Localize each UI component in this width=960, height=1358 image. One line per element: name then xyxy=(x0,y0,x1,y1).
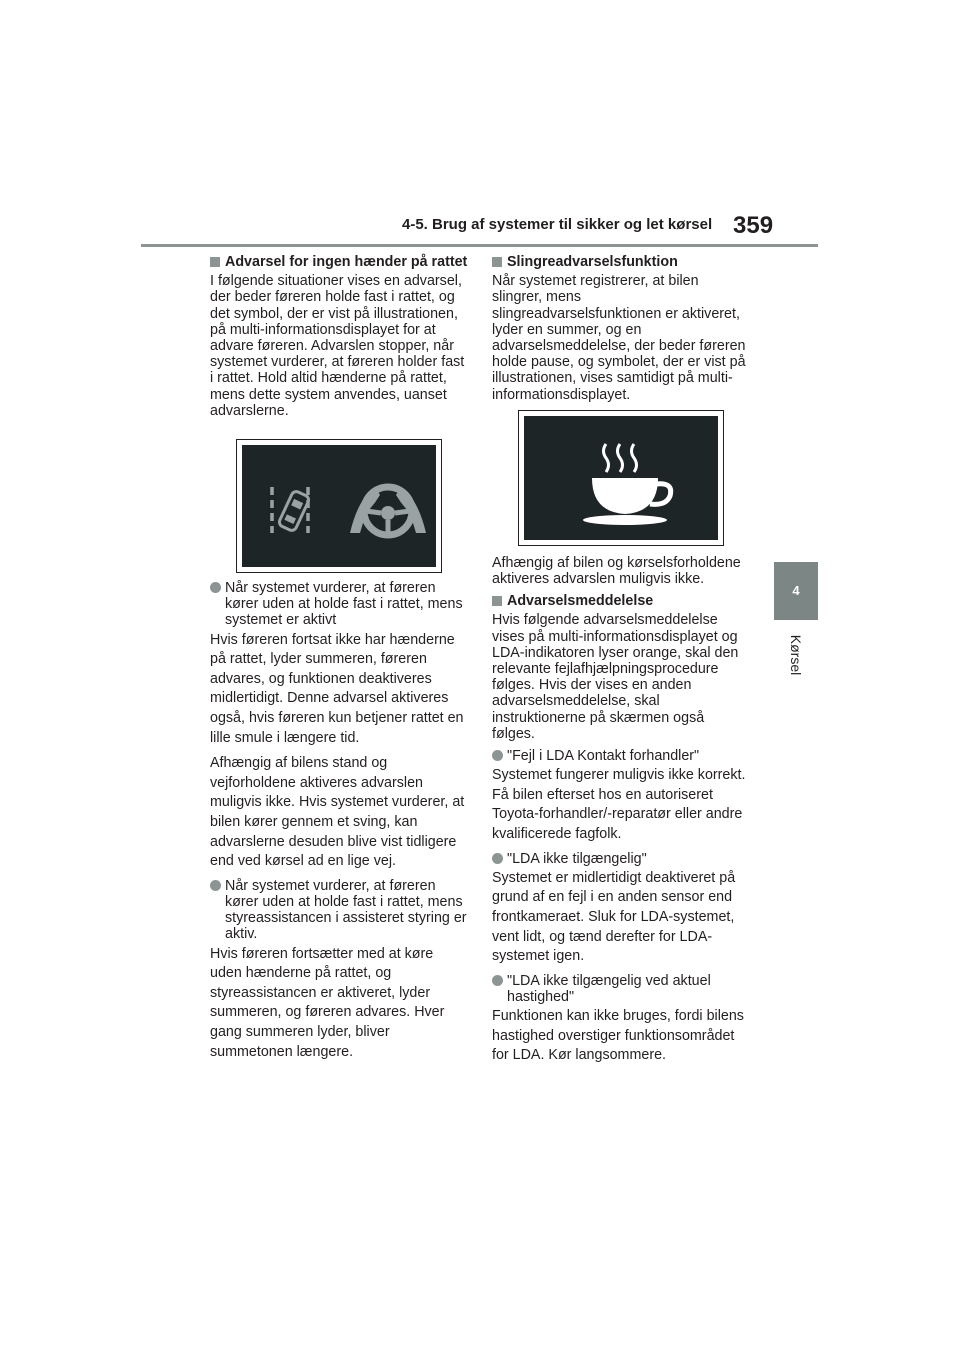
square-bullet-icon xyxy=(210,257,220,267)
bullet-text: "LDA ikke tilgængelig" xyxy=(507,850,647,867)
section-heading xyxy=(492,254,750,270)
list-item xyxy=(210,580,468,629)
list-item xyxy=(492,851,750,867)
round-bullet-icon xyxy=(492,750,503,761)
right-column xyxy=(492,254,750,1072)
section-title: 4-5. Brug af systemer til sikker og let kørsel xyxy=(402,216,713,233)
body-paragraph: Systemet er midlertidigt deaktiveret på grund af en fejl i en anden sensor end frontkameraet. Sluk for LDA-systemet, vent lidt, og tænd derefter for LDA-systemet igen. xyxy=(492,869,736,965)
chapter-label-text: Kørsel xyxy=(788,634,804,676)
intro-paragraph: Hvis følgende advarselsmeddelelse vises på multi-informationsdisplayet og LDA-indikatoren lyser orange, skal den relevante fejlafhjælpningsprocedure følges. Hvis der vises en anden advarselsmeddelelse, skal instruktionerne på skærmen også følges. xyxy=(492,612,739,742)
coffee-cup-icon xyxy=(524,416,718,540)
heading-text: Advarselsmeddelelse xyxy=(507,593,654,610)
intro-paragraph: Når systemet registrerer, at bilen slingrer, mens slingreadvarselsfunktionen er aktiveret, lyder en summer, og en advarselsmeddelelse, der beder føreren holde pause, og symbolet, der er vist på illustrationen, vises samtidigt på multi-informationsdisplayet. xyxy=(492,273,746,403)
square-bullet-icon xyxy=(492,596,502,606)
sway-warning-figure xyxy=(518,410,724,546)
display-screen xyxy=(242,445,436,567)
page-number: 359 xyxy=(733,212,774,239)
header-divider xyxy=(141,244,818,247)
body-paragraph: Afhængig af bilen og kørselsforholdene aktiveres advarslen muligvis ikke. xyxy=(492,554,741,588)
chapter-tab: 4 xyxy=(774,562,818,620)
body-paragraph: Systemet fungerer muligvis ikke korrekt. Få bilen efterset hos en autoriseret Toyota-forhandler/-reparatør eller andre kvalificerede fagfolk. xyxy=(492,767,746,843)
chapter-label xyxy=(786,630,806,680)
warning-symbols xyxy=(242,445,436,567)
section-heading xyxy=(210,254,468,270)
round-bullet-icon xyxy=(210,880,221,891)
body-paragraph: Funktionen kan ikke bruges, fordi bilens hastighed overstiger funktionsområdet for LDA. Kør langsommere. xyxy=(492,1008,744,1064)
heading-text: Advarsel for ingen hænder på rattet xyxy=(225,254,468,270)
heading-text: Slingreadvarselsfunktion xyxy=(507,254,678,270)
bullet-text: Når systemet vurderer, at føreren kører uden at holde fast i rattet, mens systemet er aktivt xyxy=(225,580,463,629)
round-bullet-icon xyxy=(210,582,221,593)
square-bullet-icon xyxy=(492,257,502,267)
body-paragraph: Hvis føreren fortsætter med at køre uden hænderne på rattet, og styreassistancen er aktiveret, lyder summeren, og føreren advares. Hver gang summeren lyder, bliver summetonen længere. xyxy=(210,945,445,1060)
round-bullet-icon xyxy=(492,975,503,986)
bullet-text: "Fejl i LDA Kontakt forhandler" xyxy=(507,748,700,765)
left-column xyxy=(210,254,468,1068)
bullet-text: "LDA ikke tilgængelig ved aktuel hastighed" xyxy=(507,972,711,1006)
list-item xyxy=(492,973,750,1005)
bullet-text: Når systemet vurderer, at føreren kører uden at holde fast i rattet, mens styreassistancen i assisteret styring er aktiv. xyxy=(225,877,467,943)
section-heading xyxy=(492,593,750,609)
list-item xyxy=(492,748,750,764)
hands-on-wheel-icon xyxy=(350,487,426,535)
body-paragraph: Afhængig af bilens stand og vejforholdene aktiveres advarslen muligvis ikke. Hvis systemet vurderer, at bilen kører gennem et sving, kan advarslerne desuden blive vist tidligere end ved kørsel ad en lige vej. xyxy=(210,755,465,870)
round-bullet-icon xyxy=(492,853,503,864)
hands-off-warning-figure xyxy=(236,439,442,573)
list-item xyxy=(210,878,468,943)
intro-paragraph: I følgende situationer vises en advarsel, der beder føreren holde fast i rattet, og det symbol, der er vist på illustrationen, på multi-informationsdisplayet for at advare føreren. Advarslen stopper, når systemet vurderer, at føreren holder fast i rattet. Hold altid hænderne på rattet, mens dette system anvendes, uanset advarslerne. xyxy=(210,273,465,419)
lane-departure-icon xyxy=(272,487,310,533)
body-paragraph: Hvis føreren fortsat ikke har hænderne på rattet, lyder summeren, føreren advares, og funktionen deaktiveres midlertidigt. Denne advarsel aktiveres også, hvis føreren kun betjener rattet en lille smule i længere tid. xyxy=(210,631,464,746)
display-screen xyxy=(524,416,718,540)
